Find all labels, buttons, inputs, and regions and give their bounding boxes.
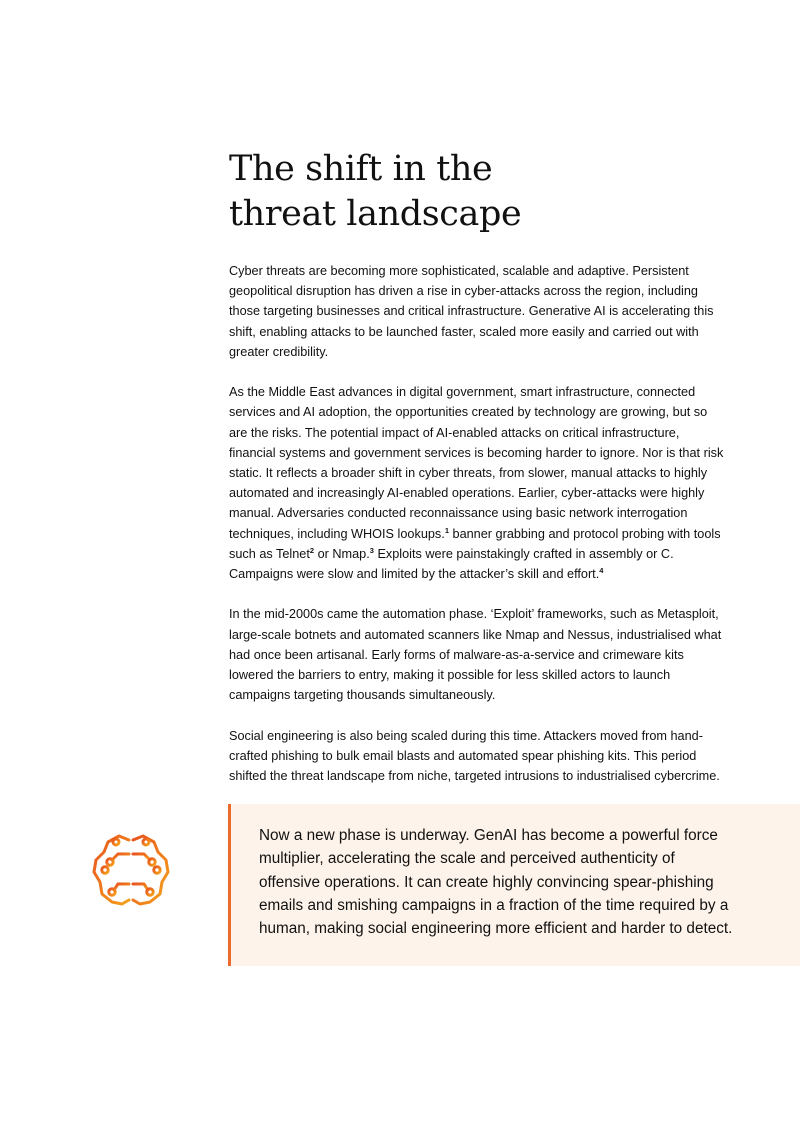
- text-segment: techniques, including WHOIS lookups.: [229, 526, 445, 541]
- text-line: greater credibility.: [229, 344, 329, 359]
- text-line: had once been artisanal. Early forms of malware-as-a-service and crimeware kits: [229, 647, 684, 662]
- text-line: manual. Adversaries conducted reconnaissance using basic network interrogation: [229, 506, 688, 521]
- text-line: Cyber threats are becoming more sophisticated, scalable and adaptive. Persistent: [229, 264, 689, 278]
- text-line: crafted phishing to bulk email blasts and automated spear phishing kits. This period: [229, 748, 697, 763]
- paragraph-intro: [229, 261, 757, 362]
- text-segment: Exploits were painstakingly crafted in assembly or C.: [373, 546, 674, 561]
- text-line: large-scale botnets and automated scanners like Nmap and Nessus, industrialised what: [229, 627, 722, 642]
- title-line: threat landscape: [229, 194, 522, 234]
- text-line: financial systems and government services is becoming harder to ignore. Nor is that risk: [229, 445, 724, 460]
- callout-box: [228, 804, 800, 966]
- text-line: [229, 544, 757, 564]
- paragraph-social-engineering: [229, 726, 757, 787]
- text-line: geopolitical disruption has driven a rise in cyber-attacks across the region, including: [229, 284, 698, 299]
- text-segment: or Nmap.: [314, 546, 370, 561]
- text-line: [229, 564, 757, 584]
- footnote-ref-3[interactable]: 3: [369, 545, 374, 555]
- text-line: are the risks. The potential impact of AI-enabled attacks on critical infrastructure,: [229, 425, 680, 440]
- callout-line: Now a new phase is underway. GenAI has become a powerful force: [259, 827, 718, 844]
- callout-line: emails and smishing campaigns in a fraction of the time required by a: [259, 896, 729, 914]
- text-segment: such as Telnet: [229, 546, 310, 561]
- text-line: In the mid-2000s came the automation phase. ‘Exploit’ frameworks, such as Metasploit,: [229, 607, 719, 622]
- paragraph-middle-east: [229, 382, 757, 584]
- page-title: [229, 147, 749, 237]
- text-line: static. It reflects a broader shift in cyber threats, from slower, manual attacks to highly: [229, 466, 708, 481]
- body-text: [229, 261, 757, 806]
- text-segment: Campaigns were slow and limited by the attacker’s skill and effort.: [229, 567, 600, 582]
- text-segment: banner grabbing and protocol probing with tools: [448, 526, 721, 541]
- callout-text: [259, 824, 779, 940]
- text-line: automated and increasingly AI-enabled operations. Earlier, cyber-attacks were highly: [229, 486, 705, 501]
- text-line: campaigns targeting thousands simultaneously.: [229, 688, 496, 703]
- footnote-ref-4[interactable]: 4: [599, 566, 604, 576]
- text-line: services and AI adoption, the opportunities created by technology are growing, but so: [229, 405, 708, 420]
- text-line: shifted the threat landscape from niche, targeted intrusions to industrialised cybercrime.: [229, 769, 720, 784]
- text-line: As the Middle East advances in digital government, smart infrastructure, connected: [229, 385, 696, 400]
- callout-line: multiplier, accelerating the scale and perceived authenticity of: [259, 850, 675, 868]
- text-line: those targeting businesses and critical infrastructure. Generative AI is accelerating this: [229, 304, 714, 319]
- callout-line: human, making social engineering more efficient and harder to detect.: [259, 920, 733, 938]
- title-line: The shift in the: [229, 149, 493, 189]
- paragraph-automation: [229, 604, 757, 705]
- ai-brain-circuit-icon: [86, 826, 176, 916]
- footnote-ref-1[interactable]: 1: [444, 525, 449, 535]
- text-line: Social engineering is also being scaled during this time. Attackers moved from hand-: [229, 728, 703, 743]
- callout-line: offensive operations. It can create highly convincing spear-phishing: [259, 873, 714, 891]
- text-line: lowered the barriers to entry, making it possible for less skilled actors to launch: [229, 668, 671, 683]
- text-line: shift, enabling attacks to be launched faster, scaled more easily and carried out with: [229, 324, 699, 339]
- text-line: [229, 524, 757, 544]
- footnote-ref-2[interactable]: 2: [309, 545, 315, 555]
